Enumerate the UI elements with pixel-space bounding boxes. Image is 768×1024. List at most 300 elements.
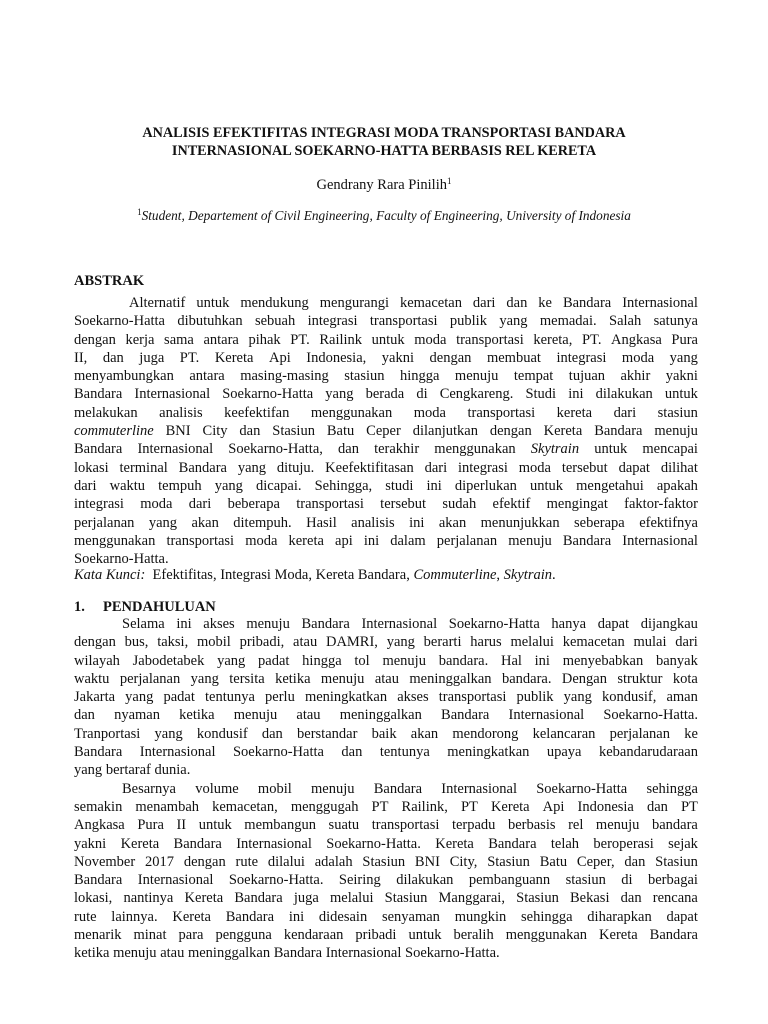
word: keefektifan [224, 404, 290, 421]
word: Hasil [306, 514, 337, 531]
keywords-sep: , [496, 567, 504, 583]
word: Internasional [361, 616, 438, 632]
word: moda [414, 331, 447, 348]
word: menggunakan [310, 404, 393, 421]
word: dibutuhkan [177, 313, 243, 330]
word: di [621, 872, 633, 889]
word: analisis [351, 514, 395, 531]
word: akan [438, 514, 467, 531]
word: diharapkan [587, 908, 652, 925]
word: diperlukan [454, 477, 517, 494]
word: analisis [159, 404, 203, 421]
abstract-line [74, 477, 698, 495]
word: PT [680, 798, 698, 815]
word: mencapai [642, 441, 698, 458]
word: telah [550, 835, 580, 852]
word: Studi [525, 386, 557, 403]
word: melalui [510, 634, 554, 651]
word: menyebabkan [562, 652, 644, 669]
word: Bandara [594, 423, 643, 440]
word: perjalanan [609, 725, 670, 742]
word: transportasi [456, 331, 524, 348]
word: perlu [265, 689, 295, 706]
word: November [74, 853, 136, 870]
word: Jakarta [74, 689, 116, 706]
word: PT [371, 798, 389, 815]
word: Bandara [173, 835, 222, 852]
word: pihak [248, 331, 281, 348]
abstract-line [74, 331, 698, 349]
word: efektifnya [639, 514, 698, 531]
word: sehingga [521, 908, 573, 925]
word: Kereta [184, 890, 224, 907]
word: ini [363, 532, 380, 549]
word: Seiring [338, 872, 381, 889]
abstract-line [74, 532, 698, 550]
word: ke [684, 725, 698, 742]
title-line-2: INTERNASIONAL SOEKARNO-HATTA BERBASIS REL KERETA [171, 143, 597, 159]
word: Kereta [214, 349, 254, 366]
word: rencana [652, 890, 698, 907]
word: Kereta [120, 835, 160, 852]
word: suatu [328, 817, 360, 834]
abstract-line [74, 385, 698, 403]
word: lokasi, [74, 890, 113, 907]
word: kereta [556, 404, 593, 421]
author-affiliation [0, 207, 768, 225]
body-line [74, 688, 698, 706]
word: Internasional [139, 744, 216, 761]
word: aman [666, 689, 698, 706]
word: meninggalkan [339, 707, 422, 724]
word: kemacetan [399, 295, 462, 311]
word: yakni [665, 368, 698, 385]
word: II, [74, 349, 88, 366]
word: dan [506, 295, 528, 311]
word: menuju [508, 532, 552, 549]
author-name [0, 176, 768, 194]
word: satunya [653, 313, 698, 330]
word: harus [470, 634, 502, 651]
word: meningkatkan [447, 744, 530, 761]
word: wilayah [74, 652, 120, 669]
word: menggugah [290, 798, 359, 815]
word: yakni [74, 835, 107, 852]
abstract-body [74, 294, 698, 568]
word: commuterline [74, 423, 154, 440]
word: minat [133, 927, 167, 944]
word: Soekarno-Hatta. [405, 945, 500, 962]
word: sama [164, 331, 194, 348]
word: Indonesia, [306, 349, 367, 366]
word: Bandara [74, 744, 123, 761]
word: dari [613, 404, 637, 421]
word: Soekarno-Hatta [74, 313, 165, 330]
word: transportasi [369, 313, 438, 330]
word: dengan [74, 634, 116, 651]
word: ini [426, 477, 442, 494]
word: Internasional [137, 441, 214, 458]
word: yang [325, 386, 354, 403]
word: moda [245, 532, 278, 549]
word: untuk [198, 817, 232, 834]
word: Bandara [74, 386, 123, 403]
body-line [74, 725, 698, 743]
word: tentunya [379, 744, 430, 761]
word: masing-masing [240, 368, 329, 385]
word: beroperasi [593, 835, 654, 852]
body-line [74, 908, 698, 926]
word: atau [296, 707, 321, 724]
word: Railink, [401, 798, 448, 815]
word: Soekarno-Hatta [222, 386, 314, 403]
word: transportasi [296, 496, 364, 513]
word: Api [542, 798, 565, 815]
word: tentunya [204, 689, 255, 706]
word: ini [568, 386, 584, 403]
word: menarik [74, 927, 122, 944]
word: PT. [290, 331, 310, 348]
word: moda [518, 459, 551, 476]
word: senyaman [381, 908, 440, 925]
word: dan [261, 725, 283, 742]
word: rute [74, 908, 97, 925]
word: Soekarno-Hatta, [228, 441, 323, 458]
author-name-text: Gendrany Rara Pinilih [316, 177, 447, 193]
word: yakni [381, 349, 415, 366]
word: nantinya [123, 890, 174, 907]
word: padat [258, 652, 290, 669]
paper-title [60, 124, 708, 160]
word: Alternatif [129, 295, 186, 311]
word: tujuan [568, 368, 606, 385]
word: akhir [620, 368, 651, 385]
word: akses [203, 616, 235, 632]
body-line [74, 889, 698, 907]
abstract-heading: ABSTRAK [74, 273, 145, 289]
word: semakin [74, 798, 123, 815]
word: Cengkareng. [439, 386, 514, 403]
word: juga [139, 349, 165, 366]
word: Kereta [435, 835, 474, 852]
word: kebandarudaraan [598, 744, 698, 761]
word: dan [624, 853, 646, 870]
word: dan [74, 707, 95, 724]
word: dalam [390, 532, 426, 549]
word: kemacetan, [212, 798, 278, 815]
word: ketika [74, 945, 110, 962]
word: Angkasa [611, 331, 662, 348]
word: integrasi [556, 349, 607, 366]
word: dapat [666, 908, 698, 925]
word: transportasi [166, 532, 235, 549]
word: tempuh [158, 477, 202, 494]
word: dilakukan [396, 872, 454, 889]
word: beralih [453, 927, 494, 944]
word: 2017 [145, 853, 175, 870]
word: meninggalkan [187, 945, 271, 962]
word: meninggalkan [409, 670, 492, 687]
word: mengetahui [576, 477, 644, 494]
word: membangun [244, 817, 316, 834]
word: Soekarno-Hatta [232, 744, 324, 761]
body-line [74, 835, 698, 853]
word: dengan [429, 349, 472, 366]
word: bandara [651, 817, 698, 834]
word: BNI [414, 853, 440, 870]
word: mengingat [546, 496, 608, 513]
word: mendukung [240, 295, 309, 311]
word: dengan [489, 423, 532, 440]
word: Batu [326, 423, 355, 440]
word: integrasi [74, 496, 124, 513]
word: tempat [513, 368, 554, 385]
abstract-line [74, 495, 698, 513]
word: Kereta [490, 798, 530, 815]
body-line [74, 798, 698, 816]
body-line [74, 743, 698, 761]
word: Bandara [562, 532, 612, 549]
word: berstandar [297, 725, 358, 742]
word: publik [516, 689, 554, 706]
word: Kereta [172, 908, 211, 925]
body-line [74, 780, 698, 798]
word: ini [409, 514, 425, 531]
word: mobil [257, 780, 292, 797]
word: Bandara [225, 908, 275, 925]
word: Stasiun [655, 853, 698, 870]
word: bandara. [501, 670, 552, 687]
word: apakah [656, 477, 698, 494]
word: dan [239, 423, 261, 440]
word: struktur [617, 670, 663, 687]
word: tol [354, 652, 370, 669]
word: kemacetan [562, 634, 625, 651]
word: PT [460, 798, 478, 815]
word: antara [203, 331, 239, 348]
word: menuju [382, 652, 426, 669]
word: waktu [74, 670, 110, 687]
word: menyambungkan [74, 368, 174, 385]
word: pribadi, [239, 634, 285, 651]
body-line [74, 944, 698, 962]
word: atau [374, 670, 399, 687]
word: Soekarno-Hatta. [74, 551, 169, 568]
word: Pura [671, 331, 698, 348]
word: Internasional [236, 835, 312, 852]
word: yang [563, 689, 592, 706]
word: para [178, 927, 204, 944]
word: untuk [664, 386, 698, 403]
word: stasiun [657, 404, 698, 421]
word: Kereta [599, 927, 638, 944]
body-line [74, 926, 698, 944]
word: dicapai. [255, 477, 302, 494]
word: sehingga [646, 780, 698, 797]
word: Sehingga, [314, 477, 373, 494]
word: Internasional [508, 707, 585, 724]
word: Bandara [562, 295, 612, 311]
word: yang [237, 459, 266, 476]
word: bertaraf [105, 762, 151, 779]
section-number: 1. [74, 599, 85, 615]
word: Skytrain [530, 441, 580, 458]
word: dilakukan [595, 386, 653, 403]
word: dapat [618, 459, 650, 476]
abstract-line [74, 312, 698, 330]
word: dengan [74, 331, 116, 348]
word: City, [449, 853, 478, 870]
word: kereta, [533, 331, 573, 348]
word: berarti [423, 634, 462, 651]
word: memadai. [539, 313, 597, 330]
abstract-line [74, 440, 698, 458]
word: akses [397, 689, 429, 706]
keyword-skytrain: Skytrain [503, 567, 552, 583]
word: dunia. [154, 762, 191, 779]
word: Indonesia [577, 798, 634, 815]
word: dan [102, 349, 124, 366]
word: moda [413, 404, 446, 421]
word: Internasional [134, 386, 211, 403]
word: sebuah [254, 313, 296, 330]
word: adalah [314, 853, 353, 870]
word: rel [568, 817, 584, 834]
keywords-plain: Efektifitas, Integrasi Moda, Kereta Bandara, [152, 567, 414, 583]
word: menggunakan [74, 532, 156, 549]
word: meningkatkan [304, 689, 388, 706]
word: taksi, [157, 634, 189, 651]
word: Selama [122, 616, 165, 632]
word: Pura [137, 817, 164, 834]
word: dilalui [267, 853, 305, 870]
word: kota [672, 670, 698, 687]
abstract-line [74, 422, 698, 440]
body-line [74, 871, 698, 889]
word: atau [160, 945, 185, 962]
word: mulai [633, 634, 667, 651]
body-line [74, 816, 698, 834]
body-line [74, 633, 698, 651]
word: Bandara [441, 707, 490, 724]
word: Soekarno-Hatta. [326, 835, 421, 852]
word: dan [341, 744, 363, 761]
word: dapat [597, 616, 630, 632]
word: DAMRI, [325, 634, 378, 651]
word: menuju [113, 945, 157, 962]
word: dari [188, 496, 212, 513]
word: Bandara [74, 441, 123, 458]
word: terakhir [374, 441, 420, 458]
word: untuk [594, 441, 628, 458]
word: waktu [109, 477, 146, 494]
word: pribadi [355, 927, 397, 944]
word: menuju [246, 616, 290, 632]
word: moda [140, 496, 173, 513]
word: membuat [486, 349, 541, 366]
word: kondusif [196, 725, 248, 742]
word: Batu [539, 853, 568, 870]
word: beberapa [227, 496, 280, 513]
word: Salah [609, 313, 642, 330]
body-line [74, 652, 698, 670]
word: yang [386, 634, 415, 651]
word: dari [675, 634, 698, 651]
abstract-line [74, 349, 698, 367]
word: volume [195, 780, 239, 797]
affiliation-text: Student, Departement of Civil Engineering, Faculty of Engineering, University of Indonesia [141, 208, 631, 223]
body-line [74, 670, 698, 688]
word: berbagai [648, 872, 698, 889]
word: Bandara [234, 890, 283, 907]
word: ke [538, 295, 552, 311]
word: menunjukkan [480, 514, 560, 531]
word: studi [385, 477, 414, 494]
word: II [176, 817, 187, 834]
word: menuju [311, 780, 355, 797]
word: Stasiun [362, 853, 406, 870]
word: yang [499, 313, 528, 330]
word: kondusif, [601, 689, 657, 706]
word: terminal [119, 459, 168, 476]
word: perjalanan [119, 670, 181, 687]
word: Keefektifitasan [325, 459, 414, 476]
word: transportasi [371, 817, 440, 834]
word: Tranportasi [74, 725, 141, 742]
word: Stasiun [487, 853, 530, 870]
section-body [74, 615, 698, 963]
word: Angkasa [74, 817, 125, 834]
word: bus, [124, 634, 149, 651]
word: Besarnya [122, 780, 176, 797]
title-line-1: ANALISIS EFEKTIFITAS INTEGRASI MODA TRANSPORTASI BANDARA [142, 125, 626, 141]
abstract-line [74, 367, 698, 385]
keywords-end: . [552, 567, 556, 583]
section-title: PENDAHULUAN [103, 599, 216, 615]
body-line [74, 615, 698, 633]
word: Ceper, [576, 853, 615, 870]
word: menuju [320, 670, 365, 687]
word: mengurangi [319, 295, 389, 311]
word: menambah [135, 798, 200, 815]
word: mendorong [452, 725, 519, 742]
word: Soekarno-Hatta. [603, 707, 698, 724]
word: Soekarno-Hatta. [228, 872, 324, 889]
word: yang [125, 689, 154, 706]
word: Bandara [74, 872, 123, 889]
word: hanya [551, 616, 587, 632]
word: dilanjutkan [412, 423, 478, 440]
word: Internasional [441, 780, 517, 797]
word: Api [268, 349, 291, 366]
word: Dengan [561, 670, 607, 687]
word: dan [646, 798, 668, 815]
word: dituju. [276, 459, 315, 476]
word: Bandara [488, 835, 537, 852]
keywords-label: Kata Kunci: [74, 567, 146, 583]
word: nyaman [114, 707, 160, 724]
word: PT. [581, 331, 602, 348]
keywords [74, 566, 556, 584]
word: berbasis [507, 817, 556, 834]
word: dijangkau [640, 616, 698, 632]
word: padat [163, 689, 195, 706]
abstract-line [74, 514, 698, 532]
word: Stasiun [384, 890, 428, 907]
word: publik [449, 313, 487, 330]
word: stasiun [344, 368, 385, 385]
word: bandara. [438, 652, 489, 669]
